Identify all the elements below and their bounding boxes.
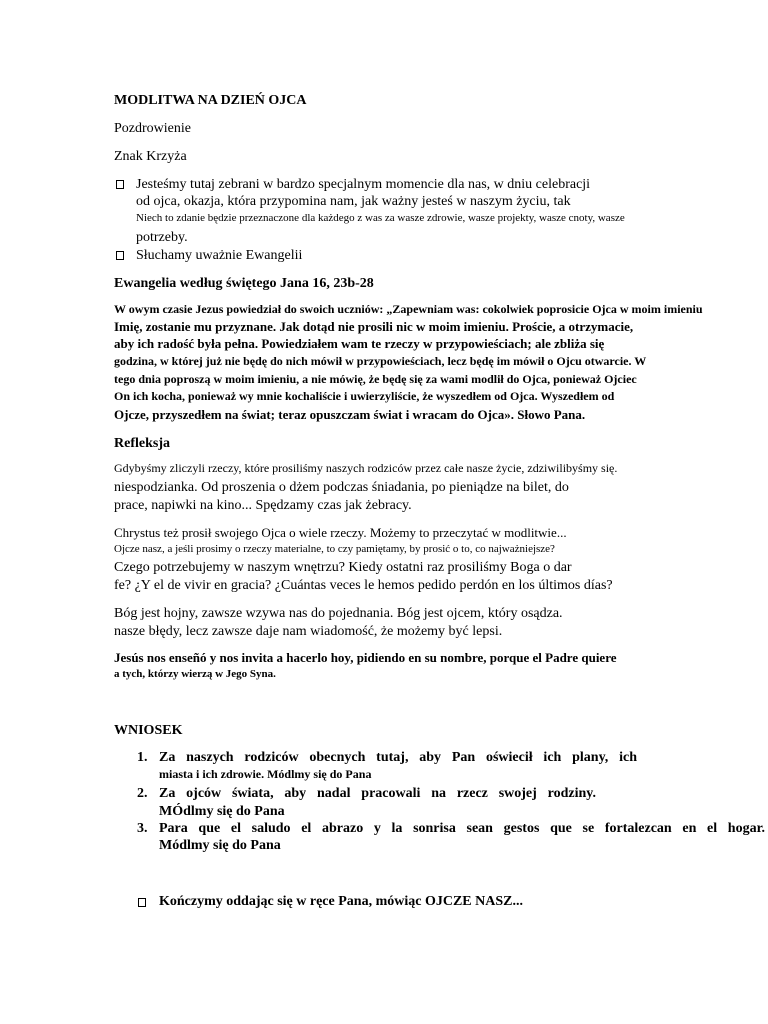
bullet-1-line-2: od ojca, okazja, która przypomina nam, jak ważny jesteś w naszym życiu, tak <box>136 194 571 209</box>
reflection-p2-line: Czego potrzebujemy w naszym wnętrzu? Kiedy ostatni raz prosiliśmy Boga o dar <box>114 560 572 575</box>
reflection-p2-line: Ojcze nasz, a jeśli prosimy o rzeczy materialne, to czy pamiętamy, by prosić o to, co najważniejsze? <box>114 543 555 555</box>
reflection-p3-line: Bóg jest hojny, zawsze wzywa nas do pojednania. Bóg jest ojcem, który osądza. <box>114 606 563 621</box>
reflection-p1-line: niespodzianka. Od proszenia o dżem podczas śniadania, po pieniądze na bilet, do <box>114 480 569 495</box>
gospel-line: tego dnia poproszą w moim imieniu, a nie mówię, że będę się za wami modlił do Ojca, ponieważ Ojciec <box>114 372 637 386</box>
gospel-line: godzina, w której już nie będę do nich mówił w przypowieściach, lecz będę im mówił o Ojcu otwarcie. W <box>114 354 647 368</box>
gospel-line: On ich kocha, ponieważ wy mnie kochaliście i uwierzyliście, że wyszedłem od Ojca. Wyszedłem od <box>114 389 615 403</box>
bullet-1-line-4: potrzeby. <box>136 230 188 245</box>
closing-text: Kończymy oddając się w ręce Pana, mówiąc OJCZE NASZ... <box>159 894 523 909</box>
intention-line-2: Módlmy się do Pana <box>159 838 281 853</box>
intention-line-2: MÓdlmy się do Pana <box>159 804 285 819</box>
reflection-p3-line: nasze błędy, lecz zawsze daje nam wiadomość, że możemy być lepsi. <box>114 624 503 639</box>
checkbox-bullet-icon <box>116 180 124 189</box>
bullet-2-text: Słuchamy uważnie Ewangelii <box>136 248 303 263</box>
document-title: MODLITWA NA DZIEŃ OJCA <box>114 93 307 108</box>
bullet-1-line-3: Niech to zdanie będzie przeznaczone dla każdego z was za wasze zdrowie, wasze projekty, wasze cnoty, wasze <box>136 212 625 224</box>
checkbox-bullet-icon <box>138 898 146 907</box>
bullet-1-line-1: Jesteśmy tutaj zebrani w bardzo specjalnym momencie dla nas, w dniu celebracji <box>136 177 591 192</box>
greeting-heading: Pozdrowienie <box>114 121 191 136</box>
intention-number: 2. <box>137 786 148 801</box>
gospel-line: aby ich radość była pełna. Powiedziałem wam te rzeczy w przypowieściach; ale zbliża się <box>114 336 605 351</box>
reflection-p4-line: a tych, którzy wierzą w Jego Syna. <box>114 668 276 680</box>
intention-line-1: Za naszych rodziców obecnych tutaj, aby Pan oświecił ich plany, ich <box>159 750 637 765</box>
intention-number: 3. <box>137 821 148 836</box>
sign-cross-heading: Znak Krzyża <box>114 149 187 164</box>
reflection-p1-line: prace, napiwki na kino... Spędzamy czas jak żebracy. <box>114 498 412 513</box>
gospel-line: Ojcze, przyszedłem na świat; teraz opuszczam świat i wracam do Ojca». Słowo Pana. <box>114 407 586 422</box>
intention-number: 1. <box>137 750 148 765</box>
gospel-line: Imię, zostanie mu przyznane. Jak dotąd nie prosili nic w moim imieniu. Proście, a otrzymacie, <box>114 319 634 334</box>
intention-line-1: Para que el saludo el abrazo y la sonrisa sean gestos que se fortalezcan en el hogar. <box>159 821 765 836</box>
intention-line-1: Za ojców świata, aby nadal pracowali na rzecz swojej rodziny. <box>159 786 596 801</box>
checkbox-bullet-icon <box>116 251 124 260</box>
gospel-line: W owym czasie Jezus powiedział do swoich uczniów: „Zapewniam was: cokolwiek poprosicie Ojca w moim imieniu <box>114 302 703 316</box>
reflection-p4-line: Jesús nos enseñó y nos invita a hacerlo hoy, pidiendo en su nombre, porque el Padre quiere <box>114 650 617 665</box>
conclusion-title: WNIOSEK <box>114 723 183 738</box>
intention-line-2: miasta i ich zdrowie. Módlmy się do Pana <box>159 767 372 781</box>
gospel-title: Ewangelia według świętego Jana 16, 23b-28 <box>114 276 374 291</box>
reflection-p2-line: Chrystus też prosił swojego Ojca o wiele rzeczy. Możemy to przeczytać w modlitwie... <box>114 525 567 540</box>
reflection-title: Refleksja <box>114 436 170 451</box>
reflection-p2-line: fe? ¿Y el de vivir en gracia? ¿Cuántas veces le hemos pedido perdón en los últimos días? <box>114 578 613 593</box>
reflection-p1-line: Gdybyśmy zliczyli rzeczy, które prosiliśmy naszych rodziców przez całe nasze życie, zdziwilibyśmy się. <box>114 461 618 475</box>
